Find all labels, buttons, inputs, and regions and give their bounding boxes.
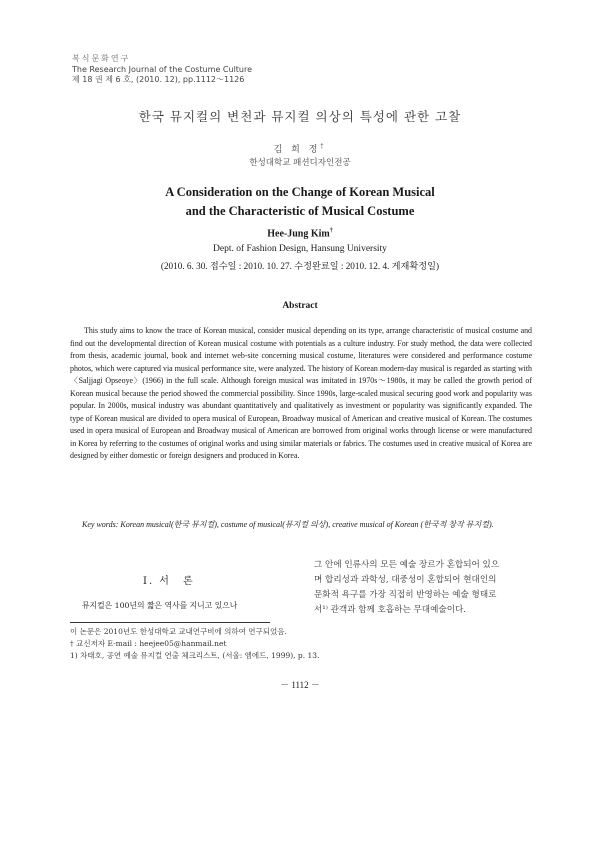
section-heading: Ⅰ. 서 론 <box>143 576 195 587</box>
abstract-heading: Abstract <box>282 301 318 311</box>
intro-text-right <box>314 558 532 618</box>
author-en <box>0 228 600 239</box>
footnotes <box>70 626 319 662</box>
author-en-name: Hee-Jung Kim <box>267 228 330 240</box>
paper-title-en-line2: and the Characteristic of Musical Costume <box>185 204 415 218</box>
submission-dates: (2010. 6. 30. 접수일 : 2010. 10. 27. 수정완료일 : 2010. 12. 4. 게재확정일) <box>160 261 440 271</box>
page-number: － 1112 － <box>280 680 320 690</box>
paper-title-en <box>0 183 600 221</box>
footnote-divider <box>70 622 270 623</box>
journal-name-en: The Research Journal of the Costume Culture <box>72 64 253 74</box>
keywords: Key words: Korean musical(한국 뮤지컬), costume of musical(뮤지컬 의상), creative musical of Korean (한국적 창작 뮤지컬). <box>82 520 494 529</box>
footnote-contact: † 교신저자 E-mail : heejee05@hanmail.net <box>70 639 227 648</box>
journal-header <box>72 54 252 86</box>
journal-volume: 제 18 권 제 6 호, (2010. 12), pp.1112～1126 <box>72 75 245 84</box>
intro-line: 며 합리성과 과학성, 대중성이 혼합되어 현대인의 <box>314 575 497 585</box>
paper-title-en-line1: A Consideration on the Change of Korean Musical <box>165 185 435 199</box>
intro-line: 문화적 욕구를 가장 직접히 반영하는 예술 형태로 <box>314 590 497 600</box>
author-kr <box>0 142 600 155</box>
author-kr-name: 김 희 정 <box>273 145 321 155</box>
abstract-body: This study aims to know the trace of Korean musical, consider musical depending on its type, arrange characteristic of musical costume and find out the developmental direction of Korean musical costume with potentials as a culture industry. For study method, the data were collected from thesis, academic journal, book and internet web-site concerning musical costume, literatures were considered and performance costume photos, which were captured via musical performance site, were analyzed. The history of Korean modern-day musical is regarded as starting with 〈Saljjagi Opseoye〉(1966) in the full scale. Although foreign musical was imitated in 1970s～1980s, it may be called the growth period of Korean musical because the period showed the commercial possibility. Since 1990s, large-scaled musical securing good work and popularity was popular. In 2000s, musical industry was abundant quantitatively and qualitatively as investment or popularity was significantly expanded. The type of Korean musical are divided to opera musical of European, Broadway musical of American and creative musical of Korean. The costumes used in opera musical of European and Broadway musical of American are borrowed from original works through license or were manufactured in Korea by referring to the costumes of original works and using similar materials or fabrics. The costumes used in creative musical of Korea are designed by either domestic or foreign designers and produced in Korea. <box>70 326 532 460</box>
corresponding-mark-en: † <box>329 228 333 234</box>
affiliation-en: Dept. of Fashion Design, Hansung University <box>213 244 387 254</box>
intro-line: 서¹⁾ 관객과 함께 호흡하는 무대예술이다. <box>314 605 467 615</box>
corresponding-mark: † <box>320 143 327 150</box>
affiliation-kr: 한성대학교 패션디자인전공 <box>249 158 351 168</box>
intro-text-left: 뮤지컬은 100년의 짧은 역사를 지니고 있으나 <box>82 601 238 610</box>
journal-name-kr: 복식문화연구 <box>72 54 131 63</box>
footnote-reference: 1) 차태호, 공연 예술 뮤지컬 연출 체크리스트, (서울: 엠에드, 1999), p. 13. <box>70 651 320 660</box>
paper-title-kr: 한국 뮤지컬의 변천과 뮤지컬 의상의 특성에 관한 고찰 <box>138 109 462 124</box>
intro-line: 그 안에 인류사의 모든 예술 장르가 혼합되어 있으 <box>314 560 500 570</box>
footnote-funding: 이 논문은 2010년도 한성대학교 교내연구비에 의하여 연구되었음. <box>70 627 287 636</box>
